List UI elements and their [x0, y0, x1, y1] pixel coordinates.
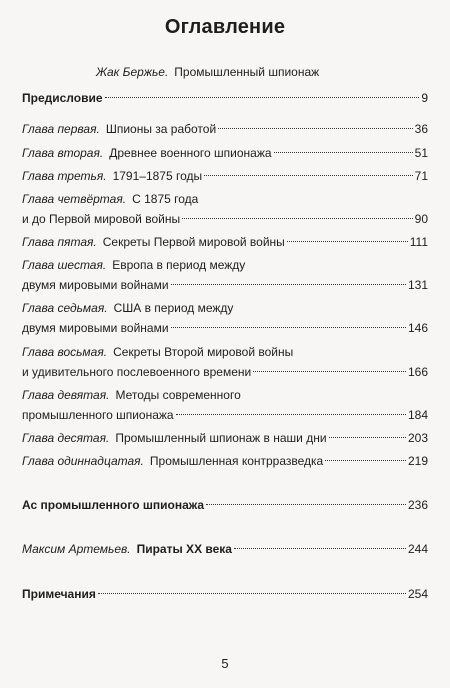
toc-entry-pirates [22, 539, 428, 559]
dot-leader [234, 548, 406, 549]
toc-entry-text: Европа в период между [112, 258, 246, 272]
toc-chapter-label: Глава шестая. [22, 258, 107, 272]
toc-entry-chapter-3 [22, 166, 428, 186]
toc-entry-text: Древнее военного шпионажа [109, 146, 272, 160]
dot-leader [176, 414, 406, 415]
toc-entry-text: Методы современного [115, 388, 241, 402]
toc-page-number: 90 [414, 212, 428, 226]
toc-entry-text: Пираты XX века [136, 542, 232, 556]
toc-entry-text: С 1875 года [132, 192, 199, 206]
toc-entry-text: Шпионы за работой [105, 122, 217, 136]
toc-chapter-label: Глава пятая. [22, 235, 97, 249]
toc-chapter-label: Глава одиннадцатая. [22, 454, 144, 468]
toc-entry-text-continued: промышленного шпионажа [22, 408, 174, 422]
toc-entry-text: Секреты Второй мировой войны [113, 345, 294, 359]
toc-entry-chapter-1 [22, 119, 428, 139]
dot-leader [253, 371, 406, 372]
toc-page-number: 236 [407, 498, 428, 512]
toc-chapter-label: Глава седьмая. [22, 301, 108, 315]
toc-entry-text: США в период между [113, 301, 234, 315]
toc-entry-chapter-7 [22, 298, 428, 338]
page-number: 5 [221, 656, 229, 671]
dot-leader [218, 128, 412, 129]
toc-page-number: 254 [407, 587, 428, 601]
dot-leader [171, 284, 406, 285]
toc-entry-chapter-8 [22, 342, 428, 382]
book-title: Промышленный шпионаж [174, 65, 320, 79]
toc-entry-chapter-10 [22, 428, 428, 448]
toc-page-number: 219 [407, 454, 428, 468]
toc-page-number: 71 [414, 169, 428, 183]
toc-chapter-label: Глава четвёртая. [22, 192, 127, 206]
toc-entry-text: Примечания [22, 587, 96, 601]
page-title: Оглавление [164, 16, 286, 38]
toc-entry-text: Промышленный шпионаж в наши дни [115, 431, 327, 445]
toc-page-number: 146 [407, 321, 428, 335]
dot-leader [105, 97, 420, 98]
toc-page-number: 184 [407, 408, 428, 422]
dot-leader [287, 241, 408, 242]
toc-chapter-label: Глава первая. [22, 122, 100, 136]
toc-chapter-label: Глава вторая. [22, 146, 104, 160]
toc-entry-chapter-11 [22, 451, 428, 471]
toc-entry-chapter-4 [22, 189, 428, 229]
book-heading [96, 65, 319, 79]
toc-entry-ace [22, 495, 428, 515]
toc-entry-chapter-9 [22, 385, 428, 425]
toc-entry-text-continued: двумя мировыми войнами [22, 278, 169, 292]
toc-entry-text-continued: и удивительного послевоенного времени [22, 365, 252, 379]
toc-entry-chapter-2 [22, 143, 428, 163]
toc-page-number: 203 [407, 431, 428, 445]
toc-page-number: 131 [407, 278, 428, 292]
dot-leader [171, 327, 406, 328]
toc-entry-text: 1791–1875 годы [112, 169, 203, 183]
toc-page-number: 36 [414, 122, 428, 136]
dot-leader [204, 175, 413, 176]
dot-leader [274, 152, 413, 153]
dot-leader [182, 218, 413, 219]
toc-page-number: 111 [409, 235, 428, 249]
toc-author-label: Максим Артемьев. [22, 542, 131, 556]
toc-entry-chapter-5 [22, 232, 428, 252]
toc-entry-preface [22, 88, 428, 108]
toc-entry-text: Промышленная контрразведка [149, 454, 324, 468]
toc-entry-text: Секреты Первой мировой войны [102, 235, 285, 249]
toc-entry-text-continued: и до Первой мировой войны [22, 212, 181, 226]
dot-leader [325, 460, 406, 461]
book-author: Жак Бержье. [96, 65, 169, 79]
toc-chapter-label: Глава восьмая. [22, 345, 108, 359]
toc-page-number: 51 [414, 146, 428, 160]
toc-chapter-label: Глава девятая. [22, 388, 110, 402]
dot-leader [329, 437, 406, 438]
toc-entry-text: Ас промышленного шпионажа [22, 498, 205, 512]
toc-chapter-label: Глава третья. [22, 169, 107, 183]
toc-chapter-label: Глава десятая. [22, 431, 110, 445]
toc-entry-chapter-6 [22, 255, 428, 295]
dot-leader [206, 504, 406, 505]
toc-entry-notes [22, 584, 428, 604]
toc-entry-text: Предисловие [22, 91, 103, 105]
toc-page-number: 166 [407, 365, 428, 379]
dot-leader [98, 593, 406, 594]
toc-entry-text-continued: двумя мировыми войнами [22, 321, 169, 335]
toc-page-number: 244 [407, 542, 428, 556]
toc-page-number: 9 [421, 91, 428, 105]
